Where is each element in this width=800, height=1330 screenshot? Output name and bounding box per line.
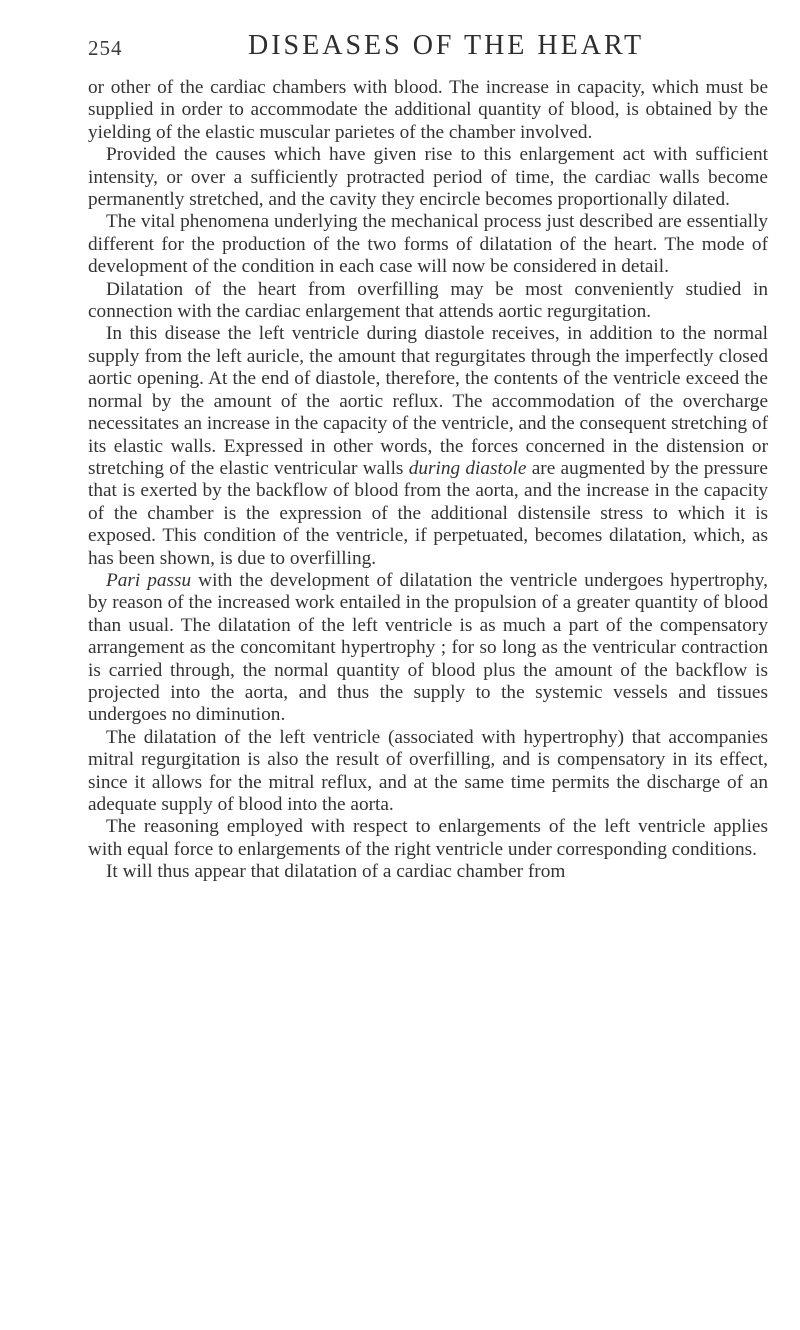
paragraph bbox=[88, 279, 768, 324]
paragraph bbox=[88, 816, 768, 861]
text-run: Provided the causes which have given rise to this enlargement act with sufficient intensity, or over a sufficiently protracted period of time, the cardiac walls become permanently stretched, and the cavity they encircle becomes proportionally dilated. bbox=[88, 144, 768, 211]
page-number: 254 bbox=[88, 36, 123, 60]
text-run: It will thus appear that dilatation of a cardiac chamber from bbox=[106, 861, 566, 883]
text-run: In this disease the left ventricle during diastole receives, in addition to the normal supply from the left auricle, the amount that regurgitates through the imperfectly closed aortic opening. At the end of diastole, therefore, the contents of the ventricle exceed the normal by the amount of the aortic reflux. The accommodation of the overcharge necessitates an increase in the capacity of the ventricle, and the consequent stretching of its elastic walls. Expressed in other words, the forces concerned in the distension or stretching of the elastic ventricular walls bbox=[88, 323, 768, 479]
paragraph bbox=[88, 144, 768, 211]
italic-phrase: during diastole bbox=[408, 457, 527, 479]
text-run: The vital phenomena underlying the mechanical process just described are essentially different for the production of the two forms of dilatation of the heart. The mode of development of the condition in each case will now be considered in detail. bbox=[88, 211, 768, 278]
text-run: or other of the cardiac chambers with blood. The increase in capacity, which must be supplied in order to accommodate the additional quantity of blood, is obtained by the yielding of the elastic muscular parietes of the chamber involved. bbox=[88, 77, 768, 143]
text-run: The reasoning employed with respect to enlargements of the left ventricle applies with equal force to enlargements of the right ventricle under corresponding conditions. bbox=[88, 816, 768, 860]
text-run: The dilatation of the left ventricle (associated with hypertrophy) that accompanies mitral regurgitation is also the result of overfilling, and is compensatory in its effect, since it allows for the mitral reflux, and at the same time permits the discharge of an adequate supply of blood into the aorta. bbox=[88, 726, 768, 815]
running-title: DISEASES OF THE HEART bbox=[248, 30, 645, 61]
text-run: are augmented by the pressure that is exerted by the backflow of blood from the aorta, and the increase in the capacity of the chamber is the expression of the additional distensile stress to which it is exposed. This condition of the ventricle, if perpetuated, becomes dilatation, which, as has been shown, is due to overfilling. bbox=[88, 457, 768, 569]
text-run: Dilatation of the heart from overfilling may be most conveniently studied in connection with the cardiac enlargement that attends aortic regurgitation. bbox=[88, 278, 768, 323]
paragraph bbox=[88, 211, 768, 278]
running-head bbox=[88, 30, 768, 70]
paragraph bbox=[88, 727, 768, 817]
text-run: with the development of dilatation the ventricle undergoes hypertrophy, by reason of the increased work entailed in the propulsion of a greater quantity of blood than usual. The dilatation of the left ventricle is as much a part of the compensatory arrangement as the concomitant hypertrophy ; for so long as the ventricular contraction is carried through, the normal quantity of blood plus the amount of the backflow is projected into the aorta, and thus the supply to the systemic vessels and tissues undergoes no diminution. bbox=[88, 569, 768, 726]
body-text bbox=[88, 77, 768, 884]
italic-phrase: Pari passu bbox=[106, 569, 192, 591]
paragraph bbox=[88, 323, 768, 569]
paragraph bbox=[88, 570, 768, 727]
paragraph bbox=[88, 77, 768, 144]
paragraph bbox=[88, 861, 768, 883]
